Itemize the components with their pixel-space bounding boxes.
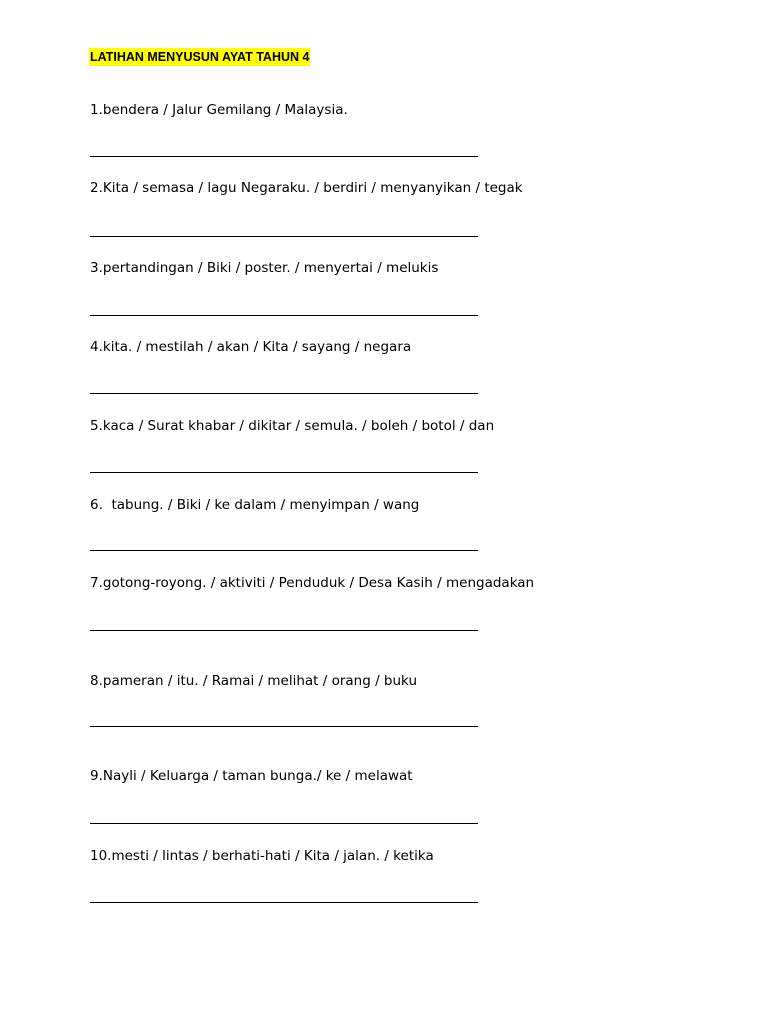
question-2: 2.Kita / semasa / lagu Negaraku. / berdiri / menyanyikan / tegak — [90, 180, 523, 196]
question-8: 8.pameran / itu. / Ramai / melihat / orang / buku — [90, 673, 418, 689]
answer-line-2 — [90, 236, 478, 237]
question-5: 5.kaca / Surat khabar / dikitar / semula. / boleh / botol / dan — [90, 418, 495, 434]
question-3: 3.pertandingan / Biki / poster. / menyertai / melukis — [90, 260, 439, 276]
answer-line-4 — [90, 393, 478, 394]
answer-line-9 — [90, 823, 478, 824]
answer-line-3 — [90, 315, 478, 316]
worksheet-title: LATIHAN MENYUSUN AYAT TAHUN 4 — [90, 50, 310, 64]
question-7: 7.gotong-royong. / aktiviti / Penduduk / Desa Kasih / mengadakan — [90, 575, 535, 591]
question-10: 10.mesti / lintas / berhati-hati / Kita / jalan. / ketika — [90, 848, 434, 864]
question-4: 4.kita. / mestilah / akan / Kita / sayang / negara — [90, 339, 412, 355]
answer-line-7 — [90, 630, 478, 631]
answer-line-10 — [90, 902, 478, 903]
answer-line-5 — [90, 472, 478, 473]
question-6: 6. tabung. / Biki / ke dalam / menyimpan / wang — [90, 497, 420, 513]
question-9: 9.Nayli / Keluarga / taman bunga./ ke / melawat — [90, 768, 413, 784]
answer-line-1 — [90, 156, 478, 157]
answer-line-6 — [90, 550, 478, 551]
answer-line-8 — [90, 726, 478, 727]
question-1: 1.bendera / Jalur Gemilang / Malaysia. — [90, 102, 348, 118]
